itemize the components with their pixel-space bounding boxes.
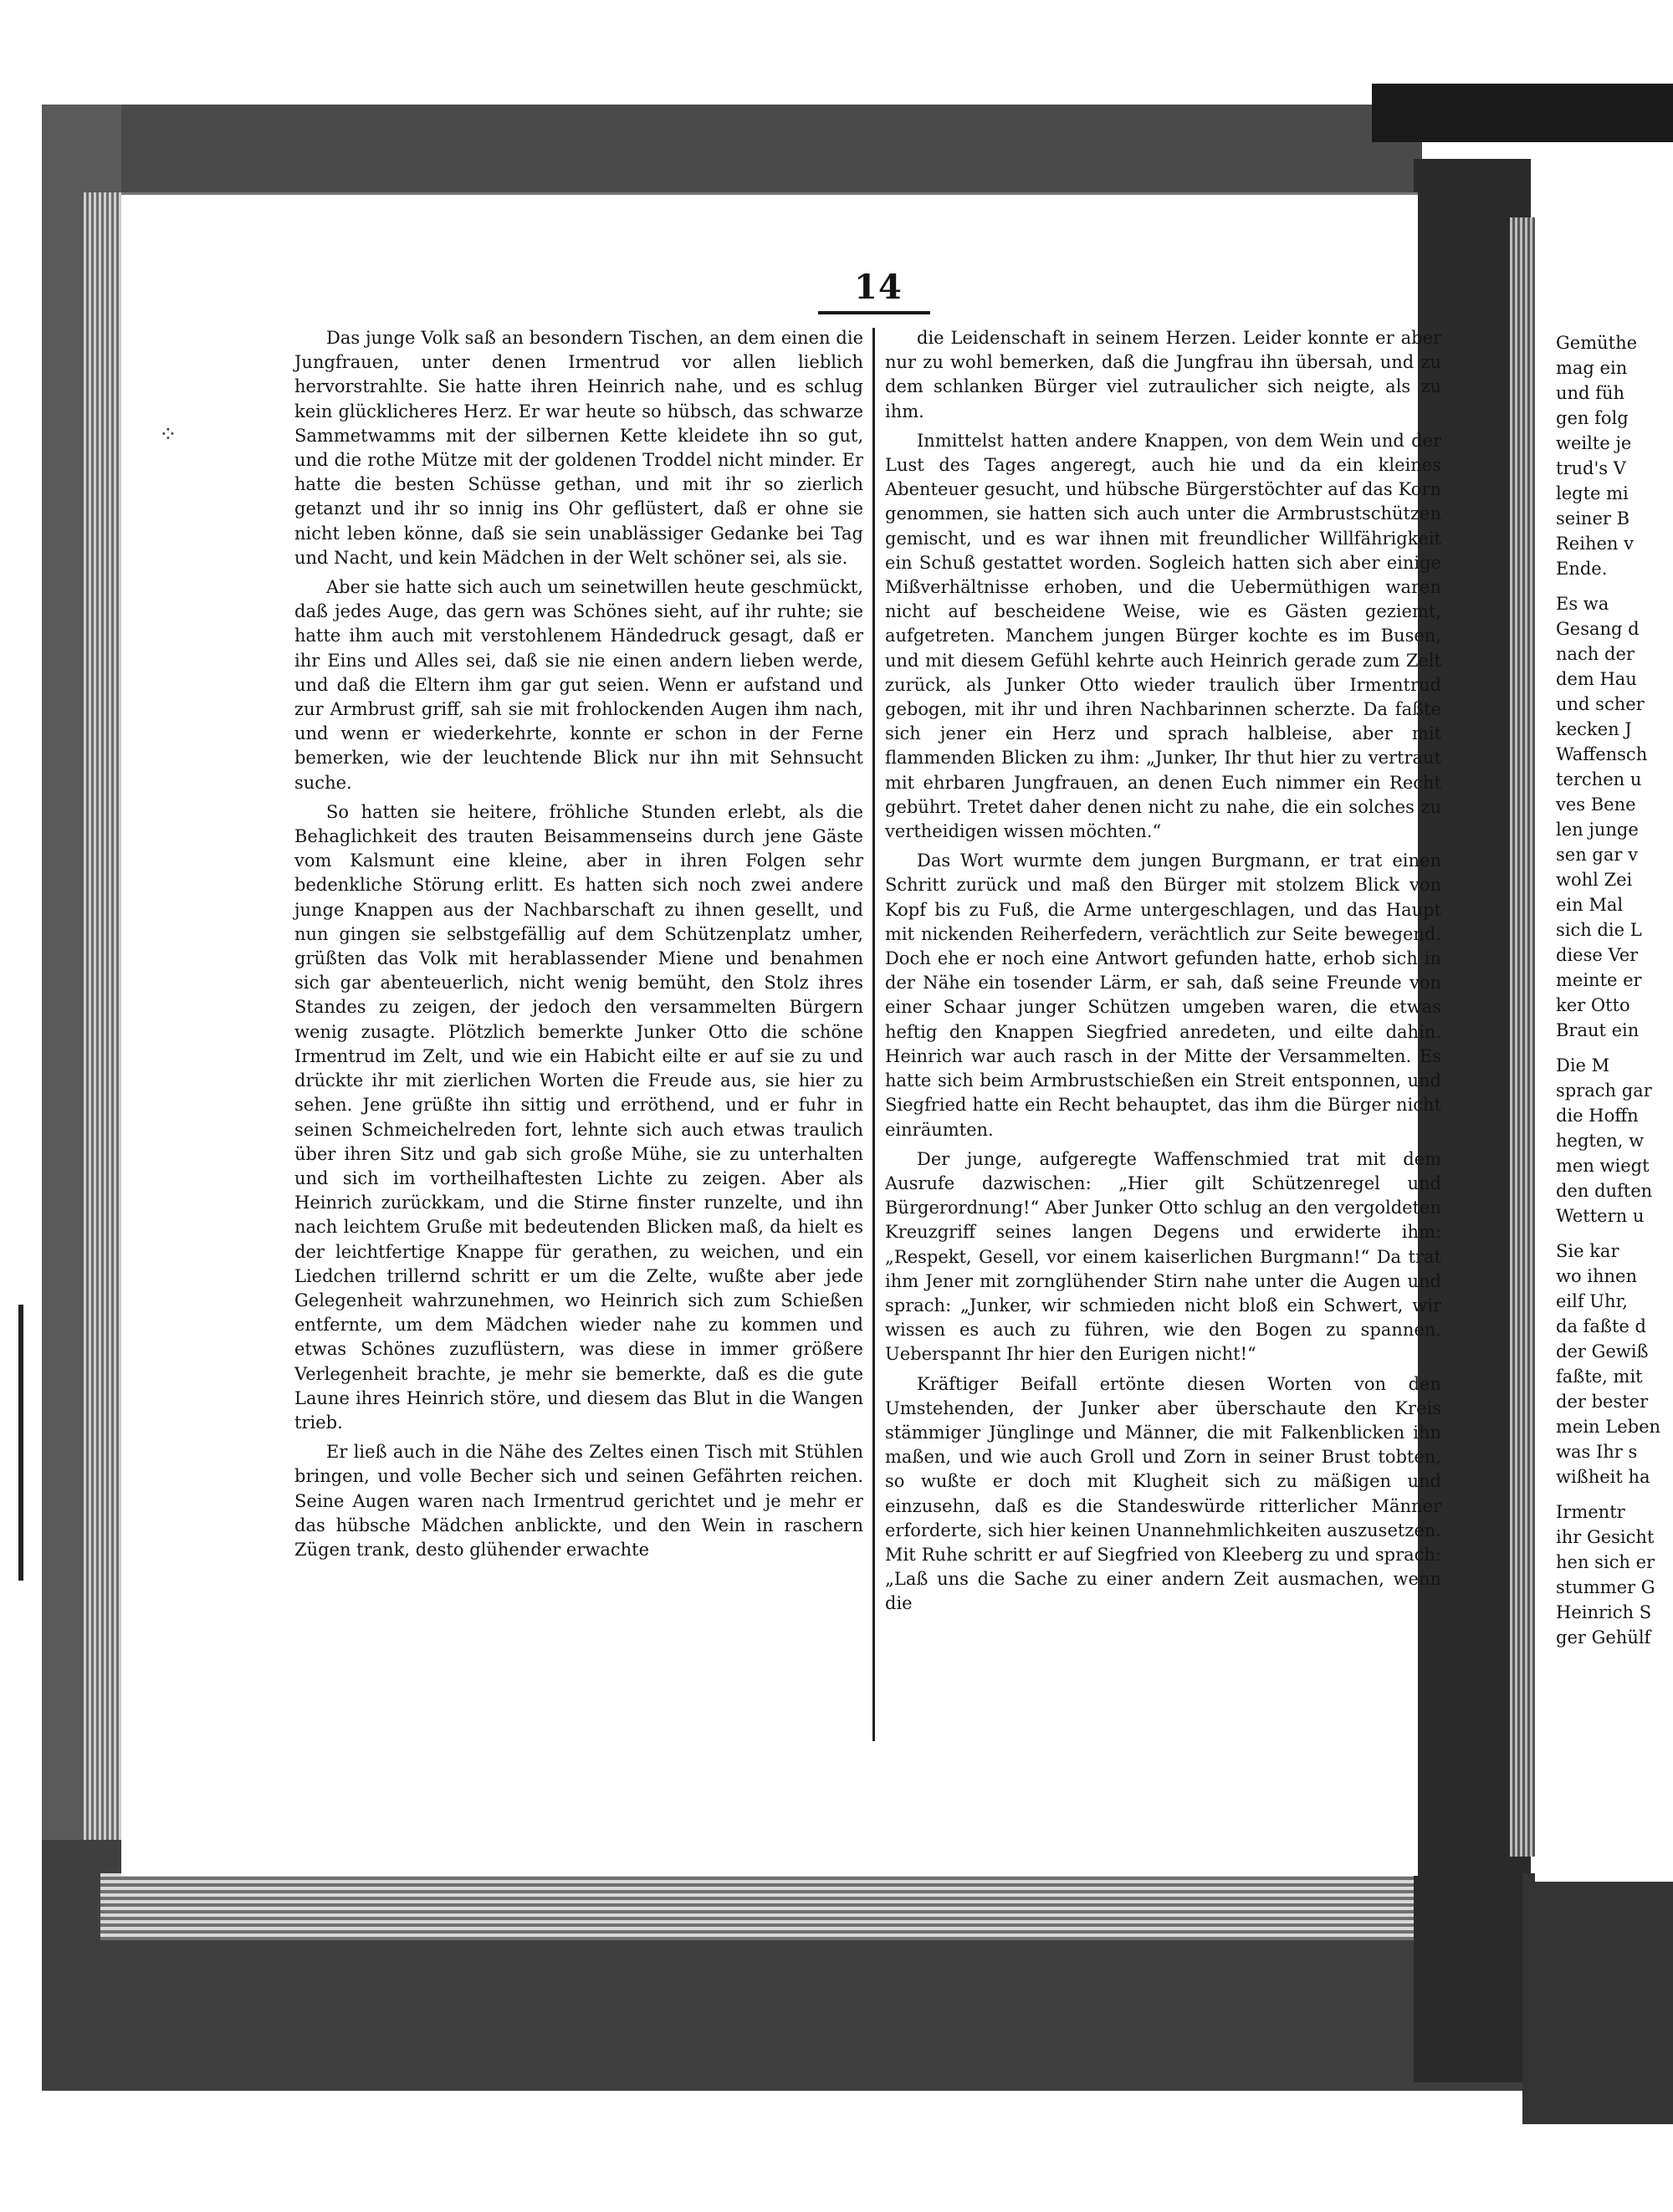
fragment-line: diese Ver <box>1556 945 1639 965</box>
fragment-gap <box>1556 1489 1673 1499</box>
paragraph: Der junge, aufgeregte Waffenschmied trat mit dem Ausrufe dazwischen: „Hier gilt Schützenregel und Bürgerordnung!“ Aber Junker Otto schlug an den vergoldeten Kreuzgriff seines langen Degens und erwiderte ihm: „Respekt, Gesell, vor einem kaiserlichen Burgmann!“ Da trat ihm Jener mit zornglühender Stirn nahe unter die Augen und sprach: „Junker, wir schmieden nicht bloß ein Schwert, wir wissen es auch zu führen, wie den Bogen zu spannen. Ueberspannt Ihr hier den Eurigen nicht!“ <box>885 1148 1441 1365</box>
fragment-line: nach der <box>1556 644 1635 664</box>
paragraph: Er ließ auch in die Nähe des Zeltes einen Tisch mit Stühlen bringen, und volle Becher sich und seinen Gefährten reichen. Seine Augen waren nach Irmentrud gerichtet und je mehr er das hübsche Mädchen anblickte, und den Wein in raschern Zügen trank, desto glühender erwachte <box>294 1442 863 1560</box>
page-number: 14 <box>854 268 903 307</box>
fragment-line: Ende. <box>1556 559 1608 579</box>
fragment-line: len junge <box>1556 820 1639 840</box>
page-number-rule <box>818 311 930 314</box>
paragraph: Das junge Volk saß an besondern Tischen, an dem einen die Jungfrauen, unter denen Irmentrud vor allen lieblich hervorstrahlte. Sie hatte ihren Heinrich nahe, und es schlug kein glücklicheres Herz. Er war heute so hübsch, das schwarze Sammetwamms mit der silbernen Kette kleidete ihn so gut, und die rothe Mütze mit der goldenen Troddel nicht minder. Er hatte die besten Schüsse gethan, und mit ihr so zierlich getanzt und ihr so innig ins Ohr geflüstert, daß er ohne sie nicht leben könne, daß sie sein unablässiger Gedanke bei Tag und Nacht, und kein Mädchen in der Welt schöner sei, als sie. <box>294 328 863 568</box>
fragment-line: weilte je <box>1556 433 1632 453</box>
fragment-line: ker Otto <box>1556 995 1630 1015</box>
fragment-line: men wiegt <box>1556 1156 1650 1176</box>
fragment-line: der Gewiß <box>1556 1341 1649 1361</box>
paragraph: Aber sie hatte sich auch um seinetwillen heute geschmückt, daß jedes Auge, das gern was Schönes sieht, auf ihr ruhte; sie hatte ihm auch mit verstohlenem Händedruck gesagt, daß er ihr Eins und Alles sei, daß sie nie einen andern lieben werde, und daß die Eltern ihm gar gut seien. Wenn er aufstand und zur Armbrust griff, sah sie mit frohlockenden Augen ihm nach, und wenn er wiederkehrte, konnte er schon in der Ferne bemerken, wie der leuchtende Blick nur ihn mit Sehnsucht suche. <box>294 577 863 793</box>
fragment-line: seiner B <box>1556 508 1630 529</box>
fragment-line: meinte er <box>1556 970 1642 990</box>
fragment-line: den duften <box>1556 1181 1653 1201</box>
fragment-line: trud's V <box>1556 458 1626 478</box>
fragment-line: ger Gehülf <box>1556 1627 1651 1648</box>
fragment-line: ves Bene <box>1556 794 1636 815</box>
page-stack-bottom-edge <box>100 1873 1514 1940</box>
fragment-line: Braut ein <box>1556 1020 1640 1040</box>
fragment-line: Wettern u <box>1556 1206 1645 1226</box>
fragment-line: und füh <box>1556 383 1624 403</box>
fragment-gap <box>1556 1043 1673 1053</box>
fragment-line: ein Mal <box>1556 895 1624 915</box>
fragment-line: sen gar v <box>1556 845 1638 865</box>
fragment-line: gen folg <box>1556 408 1629 428</box>
fragment-line: die Hoffn <box>1556 1106 1639 1126</box>
fragment-line: und scher <box>1556 694 1645 714</box>
fragment-line: legte mi <box>1556 483 1629 503</box>
facing-page-text-fragment <box>1556 330 1673 1650</box>
column-divider <box>872 328 875 1741</box>
fragment-line: Sie kar <box>1556 1241 1619 1261</box>
fragment-line: faßte, mit <box>1556 1367 1643 1387</box>
fragment-line: hegten, w <box>1556 1131 1645 1151</box>
paragraph: die Leidenschaft in seinem Herzen. Leider konnte er aber nur zu wohl bemerken, daß die Jungfrau ihn übersah, und zu dem schlanken Bürger viel zutraulicher sich neigte, als zu ihm. <box>885 328 1441 421</box>
ink-speck: ⁘ <box>159 422 177 447</box>
fragment-line: Reihen v <box>1556 534 1634 554</box>
fragment-line: stummer G <box>1556 1577 1655 1597</box>
paragraph: Inmittelst hatten andere Knappen, von dem Wein und der Lust des Tages angeregt, auch hie und da ein kleines Abenteuer gesucht, und hübsche Bürgerstöchter auf das Korn genommen, sie hatten sich auch unter die Armbrustschützen gemischt, und es war ihnen mit freundlicher Willfährigkeit ein Schuß gestattet worden. Sogleich hatten sich aber einige Mißverhältnisse erhoben, und die Uebermüthigen waren nicht auf bescheidene Weise, wie es Gästen geziemt, aufgetreten. Manchem jungen Bürger kochte es im Busen, und mit diesem Gefühl kehrte auch Heinrich gerade zum Zelt zurück, als Junker Otto wieder traulich über Irmentrud gebogen, mit ihr und ihren Nachbarinnen scherzte. Da faßte sich jener ein Herz und sprach halbleise, aber mit flammenden Blicken zu ihm: „Junker, Ihr thut hier zu vertraut mit ehrbaren Jungfrauen, an denen Euch nimmer ein Recht gebührt. Tretet daher denen nicht zu nahe, die ein solches zu vertheidigen wissen möchten.“ <box>885 430 1441 842</box>
fragment-line: mein Leben <box>1556 1417 1661 1437</box>
fragment-line: wo ihnen <box>1556 1266 1638 1286</box>
fragment-line: da faßte d <box>1556 1316 1646 1336</box>
fragment-line: eilf Uhr, <box>1556 1291 1628 1311</box>
fragment-gap <box>1556 581 1673 591</box>
paragraph: Das Wort wurmte dem jungen Burgmann, er trat einen Schritt zurück und maß den Bürger mit stolzem Blick von Kopf bis zu Fuß, die Arme untergeschlagen, und das Haupt mit nickenden Reiherfedern, verächtlich zur Seite bewegend. Doch ehe er noch eine Antwort gefunden hatte, erhob sich in der Nähe ein tosender Lärm, er sah, daß seine Freunde von einer Schaar junger Schützen umgeben waren, die etwas heftig den Knappen Siegfried anredeten, und eilte dahin. Heinrich war auch rasch in der Mitte der Versammelten. Es hatte sich beim Armbrustschießen ein Streit entsponnen, und Siegfried hatte ein Recht behauptet, das ihm die Bürger nicht einräumten. <box>885 851 1441 1140</box>
scan-border-top-right <box>1372 84 1673 142</box>
paragraph: Kräftiger Beifall ertönte diesen Worten von den Umstehenden, der Junker aber überschaute den Kreis stämmiger Jünglinge und Männer, die mit Falkenblicken ihn maßen, und wie auch Groll und Zorn in seiner Brust tobten, so wußte er doch mit Klugheit sich zu mäßigen und einzusehn, daß es die Standeswürde ritterlicher Männer erforderte, sich hier keinen Unannehmlichkeiten auszusetzen. Mit Ruhe schritt er auf Siegfried von Kleeberg zu und sprach: „Laß uns die Sache zu einer andern Zeit ausmachen, wenn die <box>885 1373 1441 1614</box>
fragment-line: Irmentr <box>1556 1502 1625 1522</box>
page-stack-right-edge <box>1510 217 1535 1857</box>
fragment-line: ihr Gesicht <box>1556 1527 1655 1547</box>
right-text-column <box>885 326 1441 1622</box>
fragment-line: der bester <box>1556 1392 1649 1412</box>
fragment-line: Waffensch <box>1556 744 1648 764</box>
fragment-gap <box>1556 1229 1673 1239</box>
left-text-column <box>294 326 863 1567</box>
fragment-line: wohl Zei <box>1556 870 1633 890</box>
scan-border-bottom-right <box>1522 1873 1673 2124</box>
fragment-line: Heinrich S <box>1556 1602 1652 1622</box>
fragment-line: Die M <box>1556 1055 1610 1075</box>
fragment-line: was Ihr s <box>1556 1442 1638 1462</box>
fragment-line: Es wa <box>1556 594 1609 614</box>
fragment-line: sich die L <box>1556 920 1642 940</box>
fragment-line: mag ein <box>1556 358 1628 378</box>
fragment-line: wißheit ha <box>1556 1467 1650 1487</box>
fragment-line: dem Hau <box>1556 669 1637 689</box>
fragment-line: sprach gar <box>1556 1080 1652 1101</box>
fragment-line: terchen u <box>1556 769 1642 789</box>
fragment-line: hen sich er <box>1556 1552 1655 1572</box>
fragment-line: Gemüthe <box>1556 333 1638 353</box>
paragraph: So hatten sie heitere, fröhliche Stunden erlebt, als die Behaglichkeit des trauten Beisammenseins durch jene Gäste vom Kalsmunt eine kleine, aber in ihren Folgen sehr bedenkliche Störung erlitt. Es hatten sich noch zwei andere junge Knappen aus der Nachbarschaft zu ihnen gesellt, und nun gingen sie selbstgefällig auf dem Schützenplatz umher, grüßten das Volk mit herablassender Miene und benahmen sich gar abenteuerlich, nicht wenig bemüht, den Stolz ihres Standes zu zeigen, der jedoch den versammelten Bürgern wenig zusagte. Plötzlich bemerkte Junker Otto die schöne Irmentrud im Zelt, und wie ein Habicht eilte er auf sie zu und drückte ihr mit zierlichen Worten die Freude aus, sie hier zu sehen. Jene grüßte ihn sittig und erröthend, und er fuhr in seinen Schmeichelreden fort, lehnte sich auch etwas traulich über ihren Sitz und gab sich große Mühe, sie zu unterhalten und sich im vortheilhaftesten Lichte zu zeigen. Aber als Heinrich zurückkam, und die Stirne finster runzelte, und ihn nach leichtem Gruße mit bedeutenden Blicken maß, da hielt es der leichtfertige Knappe für gerathen, zu weichen, und ein Liedchen trillernd schritt er um die Zelte, wußte aber jede Gelegenheit wahrzunehmen, wo Heinrich sich zum Schießen entfernte, um dem Mädchen wieder nahe zu kommen und etwas Schönes zuzuflüstern, was diese in immer größere Verlegenheit brachte, je mehr sie bemerkte, daß es die gute Laune ihres Heinrich störe, und diesem das Blut in die Wangen trieb. <box>294 801 863 1433</box>
fragment-line: Gesang d <box>1556 619 1640 639</box>
scan-margin-strip <box>0 1305 23 1581</box>
fragment-line: kecken J <box>1556 719 1632 739</box>
